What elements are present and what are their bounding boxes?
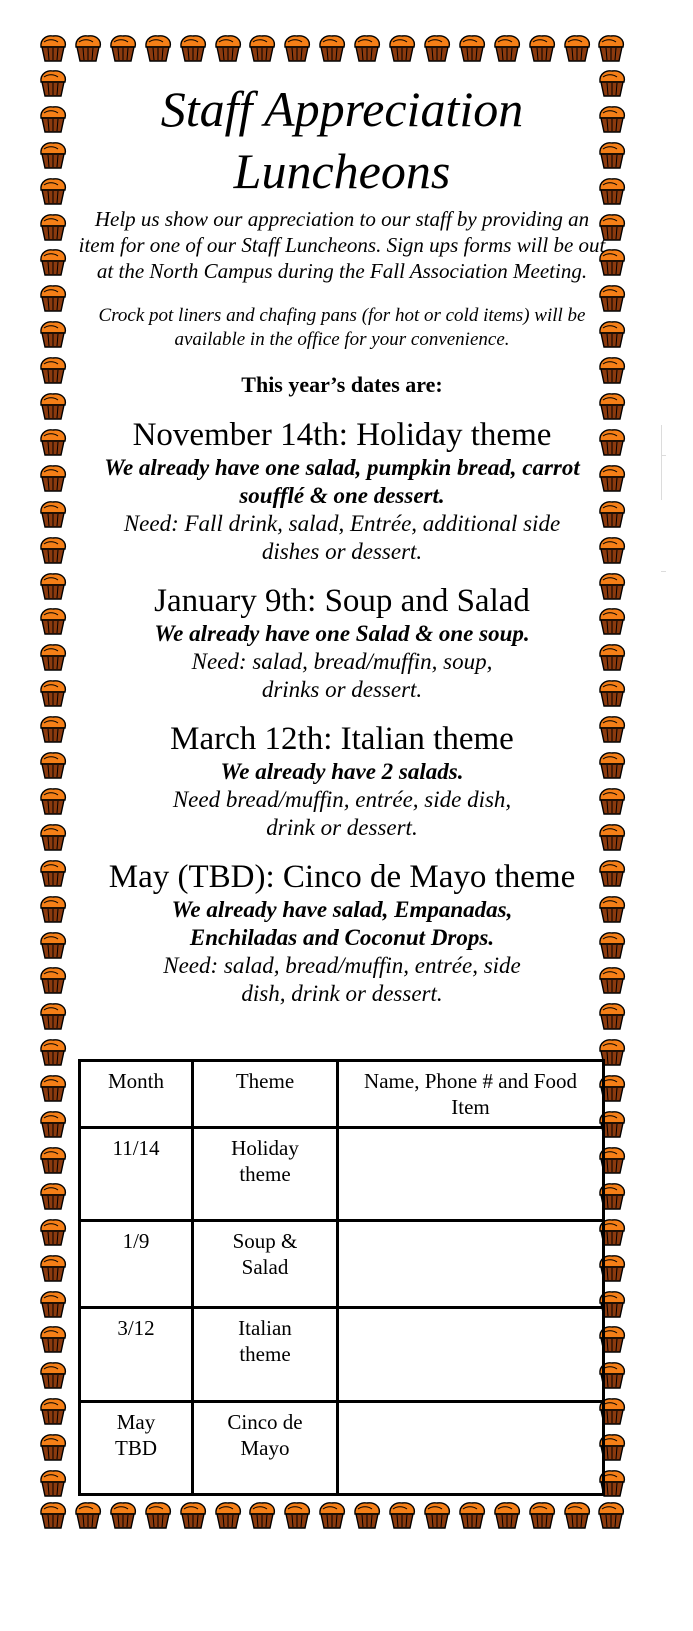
muffin-icon: [527, 33, 557, 63]
event-title: March 12th: Italian theme: [170, 721, 514, 757]
title-line-2: Luncheons: [233, 143, 451, 199]
signup-entry-cell[interactable]: [338, 1221, 604, 1308]
flyer-content: [78, 78, 606, 1008]
event-title: May (TBD): Cinco de Mayo theme: [108, 859, 576, 895]
edge-artifact: [661, 571, 666, 572]
muffin-icon: [143, 1500, 173, 1530]
intro-text: Help us show our appreciation to our staff by providing an item for one of our Staff Luncheons. Sign ups forms will be out at the North Campus during the Fall Association Meeting.: [78, 207, 606, 283]
muffin-icon: [38, 427, 68, 457]
supplies-note: Crock pot liners and chafing pans (for hot or cold items) will be available in the office for your convenience.: [98, 305, 586, 350]
muffin-icon: [387, 33, 417, 63]
muffin-icon: [38, 642, 68, 672]
event-title: November 14th: Holiday theme: [132, 417, 552, 453]
muffin-icon: [108, 1500, 138, 1530]
month-cell: 1/9: [80, 1221, 193, 1308]
muffin-icon: [38, 247, 68, 277]
muffin-icon: [73, 33, 103, 63]
table-row: [80, 1128, 604, 1221]
muffin-icon: [38, 1360, 68, 1390]
muffin-icon: [38, 606, 68, 636]
signup-entry-cell[interactable]: [338, 1308, 604, 1402]
muffin-icon: [38, 750, 68, 780]
muffin-icon: [38, 140, 68, 170]
event-already-have: We already have one Salad & one soup.: [154, 621, 530, 646]
muffin-icon: [38, 33, 68, 63]
muffin-icon: [492, 1500, 522, 1530]
muffin-icon: [38, 499, 68, 529]
muffin-icon: [282, 1500, 312, 1530]
muffin-icon: [38, 1432, 68, 1462]
muffin-icon: [38, 1145, 68, 1175]
muffin-icon: [213, 1500, 243, 1530]
event-need: Need: salad, bread/muffin, soup, drinks or dessert.: [191, 649, 493, 702]
muffin-icon: [247, 1500, 277, 1530]
muffin-icon: [38, 714, 68, 744]
muffin-icon: [38, 1396, 68, 1426]
muffin-icon: [38, 965, 68, 995]
muffin-icon: [38, 894, 68, 924]
event-already-have: We already have one salad, pumpkin bread, carrot soufflé & one dessert.: [104, 455, 580, 508]
theme-cell: Cinco de Mayo: [193, 1402, 338, 1495]
muffin-icon: [38, 1001, 68, 1031]
event-need: Need: Fall drink, salad, Entrée, additional side dishes or dessert.: [123, 511, 561, 564]
table-row: [80, 1402, 604, 1495]
muffin-icon: [38, 283, 68, 313]
muffin-icon: [562, 1500, 592, 1530]
muffin-icon: [38, 1181, 68, 1211]
signup-table: [78, 1059, 605, 1496]
muffin-icon: [38, 319, 68, 349]
dates-heading: This year’s dates are:: [241, 372, 443, 397]
muffin-icon: [143, 33, 173, 63]
muffin-icon: [38, 1037, 68, 1067]
event-january: [78, 582, 606, 704]
muffin-icon: [38, 1109, 68, 1139]
muffin-icon: [317, 33, 347, 63]
muffin-icon: [178, 1500, 208, 1530]
event-already-have: We already have salad, Empanadas, Enchiladas and Coconut Drops.: [171, 897, 513, 950]
muffin-icon: [38, 678, 68, 708]
muffin-icon: [422, 1500, 452, 1530]
muffin-icon: [282, 33, 312, 63]
muffin-icon: [38, 571, 68, 601]
muffin-icon: [457, 1500, 487, 1530]
muffin-icon: [38, 463, 68, 493]
muffin-icon: [492, 33, 522, 63]
muffin-icon: [73, 1500, 103, 1530]
event-may: [78, 858, 606, 1008]
muffin-icon: [38, 1500, 68, 1530]
theme-cell: Italian theme: [193, 1308, 338, 1402]
muffin-icon: [247, 33, 277, 63]
muffin-icon: [352, 33, 382, 63]
event-march: [78, 720, 606, 842]
muffin-icon: [38, 1217, 68, 1247]
muffin-icon: [38, 104, 68, 134]
muffin-icon: [38, 1289, 68, 1319]
title-line-1: Staff Appreciation: [160, 81, 524, 137]
muffin-icon: [596, 1500, 626, 1530]
muffin-icon: [317, 1500, 347, 1530]
muffin-icon: [213, 33, 243, 63]
muffin-icon: [38, 858, 68, 888]
muffin-icon: [562, 33, 592, 63]
muffin-icon: [457, 33, 487, 63]
muffin-icon: [108, 33, 138, 63]
muffin-icon: [387, 1500, 417, 1530]
muffin-icon: [38, 1324, 68, 1354]
muffin-icon: [38, 822, 68, 852]
column-header-theme: Theme: [193, 1061, 338, 1128]
signup-entry-cell[interactable]: [338, 1128, 604, 1221]
muffin-icon: [352, 1500, 382, 1530]
muffin-icon: [38, 786, 68, 816]
month-cell: May TBD: [80, 1402, 193, 1495]
muffin-icon: [422, 33, 452, 63]
muffin-icon: [38, 930, 68, 960]
column-header-entry: Name, Phone # and Food Item: [338, 1061, 604, 1128]
event-need: Need: salad, bread/muffin, entrée, side dish, drink or dessert.: [163, 953, 521, 1006]
theme-cell: Holiday theme: [193, 1128, 338, 1221]
muffin-icon: [38, 391, 68, 421]
muffin-icon: [178, 33, 208, 63]
page-title: [78, 78, 606, 202]
event-title: January 9th: Soup and Salad: [154, 583, 530, 619]
event-already-have: We already have 2 salads.: [220, 759, 464, 784]
muffin-icon: [38, 1468, 68, 1498]
event-november: [78, 416, 606, 566]
event-need: Need bread/muffin, entrée, side dish, drink or dessert.: [172, 787, 512, 840]
muffin-icon: [527, 1500, 557, 1530]
month-cell: 11/14: [80, 1128, 193, 1221]
table-row: [80, 1308, 604, 1402]
muffin-icon: [38, 355, 68, 385]
muffin-icon: [38, 1073, 68, 1103]
table-header-row: [80, 1061, 604, 1128]
muffin-icon: [38, 176, 68, 206]
month-cell: 3/12: [80, 1308, 193, 1402]
edge-artifact: [661, 455, 666, 456]
muffin-icon: [38, 212, 68, 242]
column-header-month: Month: [80, 1061, 193, 1128]
signup-entry-cell[interactable]: [338, 1402, 604, 1495]
muffin-icon: [38, 1253, 68, 1283]
edge-artifact: [661, 425, 662, 500]
muffin-icon: [38, 535, 68, 565]
muffin-icon: [596, 33, 626, 63]
theme-cell: Soup & Salad: [193, 1221, 338, 1308]
table-row: [80, 1221, 604, 1308]
muffin-icon: [38, 68, 68, 98]
